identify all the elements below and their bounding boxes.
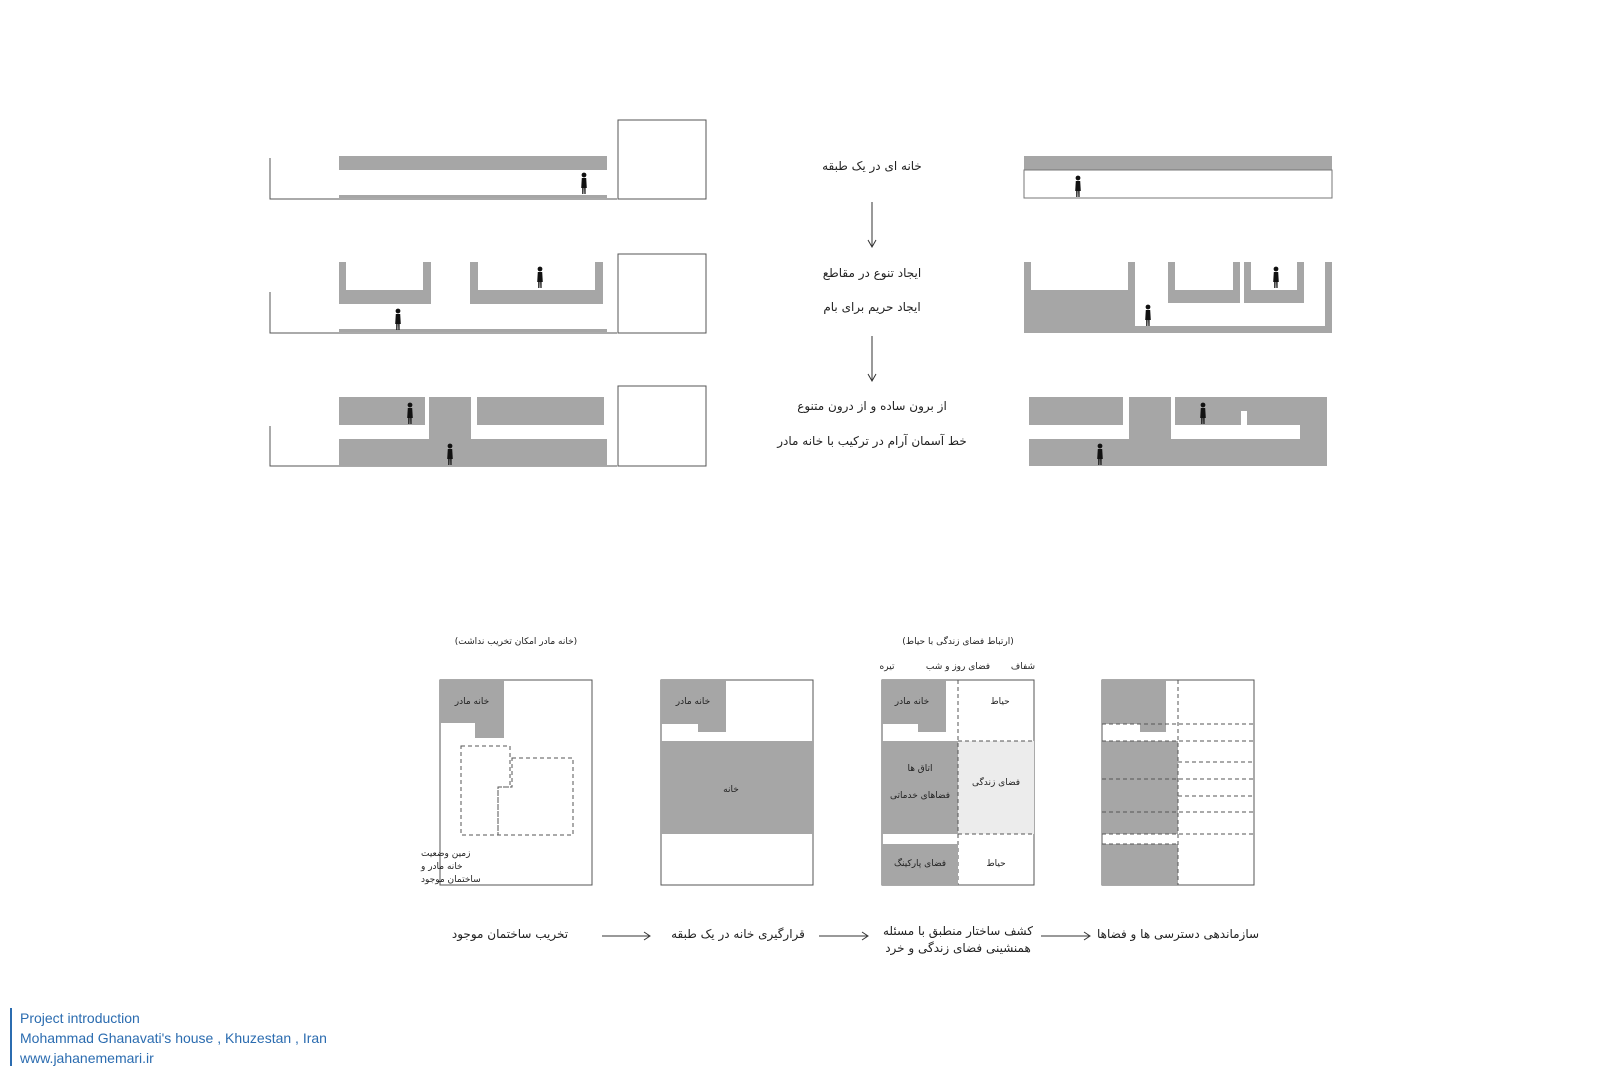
- panel1-note: (خانه مادر امکان تخریب نداشت): [454, 637, 578, 647]
- right-section-2: [1024, 262, 1332, 333]
- arrow-right-icon: [819, 932, 868, 940]
- arrow-right-icon: [1041, 932, 1090, 940]
- panel3-caption-1: کشف ساختار منطبق با مسئله: [883, 924, 1033, 938]
- arrow-right-icon: [602, 932, 650, 940]
- footer-line-1: Project introduction: [20, 1010, 140, 1026]
- left-section-3: [270, 386, 706, 466]
- footer-credits: [10, 1008, 327, 1066]
- step2-label-a: ایجاد تنوع در مقاطع: [822, 266, 922, 280]
- footer-website-link[interactable]: www.jahanememari.ir: [20, 1050, 154, 1066]
- person-icon: [1273, 267, 1279, 288]
- panel4-caption: سازماندهی دسترسی ها و فضاها: [1096, 927, 1260, 941]
- plan-panel-2: [661, 680, 813, 942]
- step1-label: خانه ای در یک طبقه: [822, 159, 922, 173]
- step3-label-a: از برون ساده و از درون متنوع: [797, 399, 947, 413]
- panel3-rooms: اتاق ها: [907, 764, 933, 774]
- panel3-legend-dark: تیره: [879, 662, 895, 672]
- center-labels: [776, 159, 966, 449]
- right-sections: [1024, 156, 1332, 466]
- panel1-caption: تخریب ساختمان موجود: [451, 927, 569, 941]
- panel3-note: (ارتباط فضای زندگی با حیاط): [902, 637, 1014, 647]
- person-icon: [395, 309, 401, 330]
- panel3-living-space: فضای زندگی: [971, 778, 1021, 788]
- step2-label-b: ایجاد حریم برای بام: [823, 300, 921, 314]
- left-section-1: [270, 120, 706, 199]
- panel3-parking: فضای پارکینگ: [893, 859, 947, 869]
- step3-label-b: خط آسمان آرام در ترکیب با خانه مادر: [777, 434, 967, 448]
- panel1-side-note-2: خانه مادر و: [421, 862, 463, 872]
- left-section-2: [270, 254, 706, 333]
- panel3-legend-daynight: فضای روز و شب: [925, 662, 991, 672]
- panel3-caption-2: همنشینی فضای زندگی و خرد: [885, 941, 1031, 955]
- panel3-service-spaces: فضاهای خدماتی: [889, 791, 951, 801]
- person-icon: [581, 173, 587, 194]
- panel2-mother-house: خانه مادر: [675, 697, 711, 707]
- person-icon: [1145, 305, 1151, 326]
- panel1-mother-house: خانه مادر: [454, 697, 490, 707]
- panel2-house: خانه: [723, 785, 739, 795]
- panel3-legend-transparent: شفاف: [1010, 662, 1036, 672]
- panel3-mother-house: خانه مادر: [894, 697, 930, 707]
- person-icon: [537, 267, 543, 288]
- arrow-down-icon: [868, 202, 876, 247]
- panel3-yard-top: حیاط: [990, 697, 1010, 707]
- plan-panel-3: [880, 635, 1036, 956]
- footer-line-2: Mohammad Ghanavati's house , Khuzestan , Iran: [20, 1030, 327, 1046]
- plan-panel-4: [1097, 680, 1259, 942]
- plan-panel-1: [420, 637, 592, 942]
- right-section-1: [1024, 156, 1332, 198]
- right-section-3: [1029, 397, 1327, 466]
- panel2-caption: قرارگیری خانه در یک طبقه: [671, 927, 805, 941]
- arrow-down-icon: [868, 336, 876, 381]
- person-icon: [1075, 176, 1081, 197]
- panel1-side-note-1: زمین وضعیت: [421, 849, 471, 859]
- panel1-side-note-3: ساختمان موجود: [421, 875, 481, 885]
- panel3-yard-bottom: حیاط: [986, 859, 1006, 869]
- left-sections: [270, 120, 706, 466]
